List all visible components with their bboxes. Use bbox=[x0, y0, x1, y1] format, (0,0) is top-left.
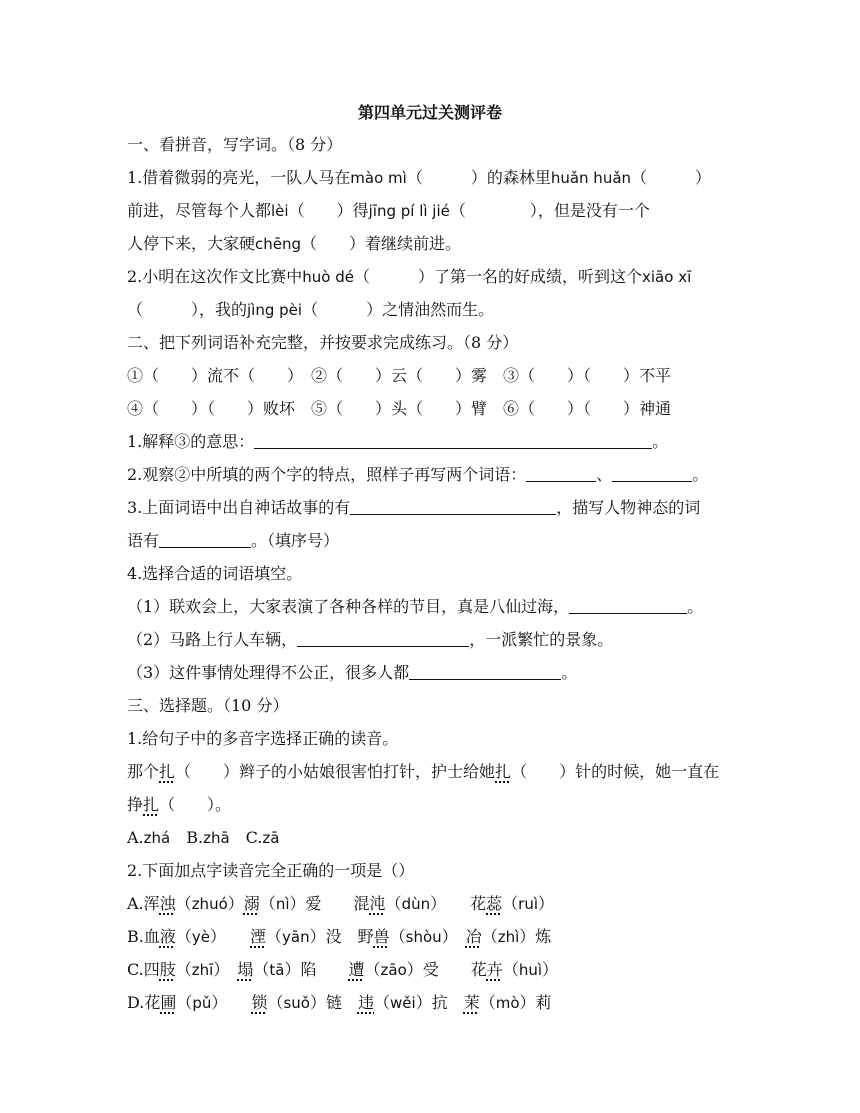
dotted-character: 塌 bbox=[237, 960, 254, 979]
pinyin: zhá bbox=[143, 829, 171, 847]
text: ） bbox=[441, 927, 466, 946]
pinyin: mào mì bbox=[350, 169, 407, 187]
answer-blank[interactable] bbox=[526, 465, 596, 482]
s3-q2-option-b bbox=[127, 927, 551, 947]
pinyin: huǎn huǎn bbox=[550, 169, 632, 187]
s3-q1-options bbox=[127, 828, 280, 848]
text: 。 bbox=[687, 597, 704, 616]
text: （ bbox=[374, 993, 391, 1012]
text: （3）这件事情处理得不公正，很多人都 bbox=[127, 663, 410, 682]
text: ，一派繁忙的景象。 bbox=[469, 630, 614, 649]
text: ）没 野 bbox=[309, 927, 374, 946]
s3-q1-sentence-line1 bbox=[127, 762, 719, 782]
text: 那个 bbox=[127, 762, 160, 781]
text: （ ），我的 bbox=[127, 300, 248, 319]
text: （2）马路上行人车辆， bbox=[127, 630, 298, 649]
answer-blank[interactable] bbox=[569, 597, 687, 614]
text: 人停下来，大家硬 bbox=[127, 234, 256, 253]
pinyin: zhā bbox=[203, 829, 230, 847]
answer-blank[interactable] bbox=[159, 531, 251, 548]
text: （ bbox=[175, 894, 192, 913]
pinyin: yān bbox=[282, 928, 310, 946]
dotted-character: 圃 bbox=[160, 993, 177, 1012]
text: ） bbox=[227, 894, 244, 913]
text: （ bbox=[175, 960, 192, 979]
dotted-character: 遭 bbox=[348, 960, 365, 979]
s2-q2 bbox=[127, 465, 708, 485]
text: ）爱 bbox=[289, 894, 354, 913]
dotted-character: 沌 bbox=[369, 894, 386, 913]
pinyin: yè bbox=[191, 928, 210, 946]
dotted-character: 蕊 bbox=[486, 894, 503, 913]
answer-blank[interactable] bbox=[297, 630, 469, 647]
s2-q4-heading: 4.选择合适的词语填空。 bbox=[127, 564, 303, 583]
text: （ bbox=[266, 927, 283, 946]
dotted-character: 锁 bbox=[251, 993, 268, 1012]
dotted-character: 扎 bbox=[159, 762, 176, 781]
text: （ ）的森林里 bbox=[406, 168, 551, 187]
s3-q1-sentence-line2 bbox=[127, 795, 231, 815]
text: （ bbox=[259, 894, 276, 913]
answer-blank[interactable] bbox=[612, 465, 692, 482]
s1-q2-line2 bbox=[127, 300, 494, 320]
text: A. bbox=[127, 894, 144, 913]
answer-blank[interactable] bbox=[409, 663, 561, 680]
pinyin: suǒ bbox=[283, 994, 310, 1012]
dotted-character: 冶 bbox=[465, 927, 482, 946]
text: 2.观察②中所填的两个字的特点，照样子再写两个词语： bbox=[127, 465, 527, 484]
idiom-row-1: ①（ ）流不（ ） ②（ ）云（ ）雾 ③（ ）（ ）不平 bbox=[127, 366, 672, 385]
text: （ ），但是没有一个 bbox=[449, 201, 650, 220]
text: （ bbox=[385, 894, 402, 913]
text: （ bbox=[175, 927, 192, 946]
text: 语有 bbox=[127, 531, 160, 550]
text: （ bbox=[479, 993, 496, 1012]
text: B.血 bbox=[127, 927, 160, 946]
section-2-heading: 二、把下列词语补充完整，并按要求完成练习。（8 分） bbox=[127, 333, 519, 352]
text: （ ） bbox=[631, 168, 712, 187]
text: （ bbox=[389, 927, 406, 946]
pinyin: zhī bbox=[191, 961, 214, 979]
dotted-character: 溺 bbox=[243, 894, 260, 913]
pinyin: dùn bbox=[401, 895, 431, 913]
text: 1.借着微弱的亮光，一队人马在 bbox=[127, 168, 351, 187]
text: 2.小明在这次作文比赛中 bbox=[127, 267, 303, 286]
pinyin: nì bbox=[275, 895, 290, 913]
text: （ bbox=[176, 993, 193, 1012]
s3-q2-option-d bbox=[127, 993, 552, 1013]
text: （ ）之情油然而生。 bbox=[302, 300, 495, 319]
text: ）链 bbox=[309, 993, 358, 1012]
text: （ bbox=[481, 927, 498, 946]
dotted-character: 兽 bbox=[373, 927, 390, 946]
text: （ bbox=[364, 960, 381, 979]
s3-q2-heading: 2.下面加点字读音完全正确的一项是（） bbox=[127, 861, 415, 880]
text: （ ）。 bbox=[159, 795, 232, 814]
text: 1.解释③的意思： bbox=[127, 432, 255, 451]
text: （ bbox=[502, 894, 519, 913]
option-label: B. bbox=[170, 828, 204, 847]
s1-q1-line1 bbox=[127, 168, 711, 188]
text: ）陷 bbox=[284, 960, 349, 979]
text: 、 bbox=[596, 465, 613, 484]
pinyin: lèi bbox=[271, 202, 289, 220]
section-3-heading: 三、选择题。（10 分） bbox=[127, 696, 289, 715]
text: 。 bbox=[692, 465, 709, 484]
s2-q3-line1 bbox=[127, 498, 700, 518]
text: （ ）辫子的小姑娘很害怕打针，护士给她 bbox=[175, 762, 496, 781]
dotted-character: 茉 bbox=[463, 993, 480, 1012]
text: D.花 bbox=[127, 993, 161, 1012]
pinyin: mò bbox=[495, 994, 520, 1012]
text: C.四 bbox=[127, 960, 160, 979]
pinyin: zhì bbox=[497, 928, 520, 946]
s1-q1-line3 bbox=[127, 234, 461, 254]
text: （ bbox=[253, 960, 270, 979]
pinyin: jìng pèi bbox=[247, 301, 303, 319]
text: ） bbox=[538, 894, 555, 913]
text: ） 花 bbox=[430, 894, 487, 913]
dotted-character: 液 bbox=[159, 927, 176, 946]
pinyin: chēng bbox=[255, 235, 302, 253]
text: ）受 花 bbox=[406, 960, 487, 979]
s2-q3-line2 bbox=[127, 531, 339, 551]
s1-q2-line1 bbox=[127, 267, 691, 287]
idiom-row-2: ④（ ）（ ）败坏 ⑤（ ）头（ ）臂 ⑥（ ）（ ）神通 bbox=[127, 399, 672, 418]
page-title: 第四单元过关测评卷 bbox=[357, 103, 502, 122]
dotted-character: 湮 bbox=[250, 927, 267, 946]
text: 3.上面词语中出自神话故事的有 bbox=[127, 498, 351, 517]
text: （ bbox=[502, 960, 519, 979]
text: 前进，尽管每个人都 bbox=[127, 201, 272, 220]
text: ）抗 bbox=[415, 993, 464, 1012]
pinyin: tā bbox=[269, 961, 285, 979]
pinyin: xiāo xī bbox=[642, 268, 692, 286]
pinyin: shòu bbox=[405, 928, 442, 946]
pinyin: huì bbox=[518, 961, 543, 979]
s3-q1-heading: 1.给句子中的多音字选择正确的读音。 bbox=[127, 729, 399, 748]
text: 挣 bbox=[127, 795, 144, 814]
answer-blank[interactable] bbox=[254, 432, 652, 449]
dotted-character: 扎 bbox=[143, 795, 160, 814]
text: ，描写人物神态的词 bbox=[556, 498, 701, 517]
text: 。 bbox=[652, 432, 669, 451]
s2-q1 bbox=[127, 432, 668, 452]
dotted-character: 肢 bbox=[159, 960, 176, 979]
pinyin: zāo bbox=[380, 961, 407, 979]
s2-q4-s2 bbox=[127, 630, 613, 650]
text: 。 bbox=[561, 663, 578, 682]
text: ）莉 bbox=[519, 993, 552, 1012]
pinyin: jīng pí lì jié bbox=[368, 202, 450, 220]
s2-q4-s1 bbox=[127, 597, 703, 617]
text: ） bbox=[211, 993, 252, 1012]
pinyin: huò dé bbox=[302, 268, 354, 286]
pinyin: zā bbox=[262, 829, 280, 847]
section-1-heading: 一、看拼音，写字词。（8 分） bbox=[127, 135, 343, 154]
pinyin: wěi bbox=[390, 994, 416, 1012]
s2-q4-s3 bbox=[127, 663, 577, 683]
text: 混 bbox=[353, 894, 370, 913]
text: ） bbox=[542, 960, 559, 979]
pinyin: ruì bbox=[518, 895, 538, 913]
answer-blank[interactable] bbox=[350, 498, 556, 515]
text: （ ）针的时候，她一直在 bbox=[511, 762, 720, 781]
s1-q1-line2 bbox=[127, 201, 650, 221]
text: 。（填序号） bbox=[251, 531, 340, 550]
text: ） bbox=[213, 960, 238, 979]
text: （ ）着继续前进。 bbox=[301, 234, 462, 253]
text: 浑 bbox=[143, 894, 160, 913]
text: ） bbox=[210, 927, 251, 946]
text: ）炼 bbox=[519, 927, 552, 946]
dotted-character: 卉 bbox=[486, 960, 503, 979]
pinyin: pǔ bbox=[192, 994, 212, 1012]
dotted-character: 浊 bbox=[159, 894, 176, 913]
s3-q2-option-c bbox=[127, 960, 558, 980]
text: （1）联欢会上，大家表演了各种各样的节目，真是八仙过海， bbox=[127, 597, 570, 616]
pinyin: zhuó bbox=[191, 895, 228, 913]
dotted-character: 扎 bbox=[495, 762, 512, 781]
option-label: A. bbox=[127, 828, 144, 847]
dotted-character: 违 bbox=[357, 993, 374, 1012]
text: （ bbox=[267, 993, 284, 1012]
s3-q2-option-a bbox=[127, 894, 554, 914]
option-label: C. bbox=[229, 828, 263, 847]
text: （ ）了第一名的好成绩，听到这个 bbox=[354, 267, 643, 286]
text: （ ）得 bbox=[288, 201, 369, 220]
